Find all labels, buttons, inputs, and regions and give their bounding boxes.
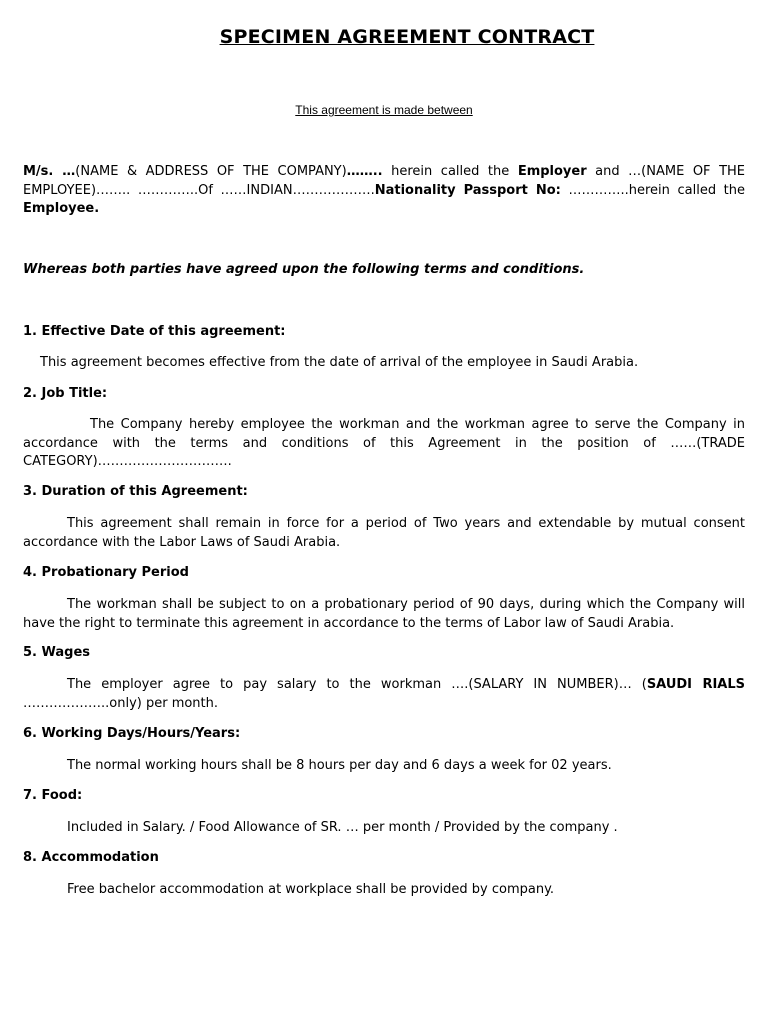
employer-term: Employer [517,164,587,179]
section-heading-food: 7. Food: [23,788,83,803]
section-heading-wages: 5. Wages [23,645,91,660]
dots-1: …….. [346,164,383,179]
section-text-food: Included in Salary. / Food Allowance of SR. … per month / Provided by the company . [67,820,618,835]
section-text-probation: The workman shall be subject to on a probationary period of 90 days, during which the Company will have the right to terminate this agreement in accordance to the terms of Labor law of Saudi Arabia. [23,597,745,631]
section-heading-working-days: 6. Working Days/Hours/Years: [23,726,241,741]
section-text-effective-date: This agreement becomes effective from the date of arrival of the employee in Saudi Arabia. [40,355,639,370]
wages-text-a: The employer agree to pay salary to the workman ….(SALARY IN NUMBER)… ( [67,677,647,692]
wages-text-c: ………………..only) per month. [23,695,219,711]
herein-text-1: herein called the [382,164,518,179]
section-text-duration: This agreement shall remain in force for a period of Two years and extendable by mutual consent accordance with the Labor Laws of Saudi Arabia. [23,516,745,550]
section-heading-accommodation: 8. Accommodation [23,850,159,865]
nationality-passport-label: Nationality Passport No: [374,182,561,198]
section-heading-duration: 3. Duration of this Agreement: [23,484,248,499]
section-text-wages [23,676,745,713]
parties-paragraph [23,163,745,219]
section-text-accommodation: Free bachelor accommodation at workplace shall be provided by company. [67,882,555,897]
herein-text-2: …………..herein called the [560,182,745,198]
document-title: SPECIMEN AGREEMENT CONTRACT [219,26,595,48]
saudi-rials-label: SAUDI RIALS [646,677,745,692]
company-placeholder: (NAME & ADDRESS OF THE COMPANY) [75,164,347,179]
employee-name-placeholder: and …(NAME OF THE EMPLOYEE)…….. …………..Of ……INDIAN………………. [23,164,745,198]
section-heading-effective-date: 1. Effective Date of this agreement: [23,324,286,339]
subtitle: This agreement is made between [295,103,473,117]
section-heading-probation: 4. Probationary Period [23,565,189,580]
section-text-working-days: The normal working hours shall be 8 hours per day and 6 days a week for 02 years. [67,758,612,773]
employee-term: Employee. [23,201,100,216]
section-heading-job-title: 2. Job Title: [23,386,108,401]
whereas-clause: Whereas both parties have agreed upon the following terms and conditions. [23,262,585,277]
section-text-job-title: The Company hereby employee the workman and the workman agree to serve the Company in accordance with the terms and conditions of this Agreement in the position of ……(TRADE CATEGORY)…………………………. [23,417,745,469]
ms-prefix: M/s. … [23,164,76,179]
